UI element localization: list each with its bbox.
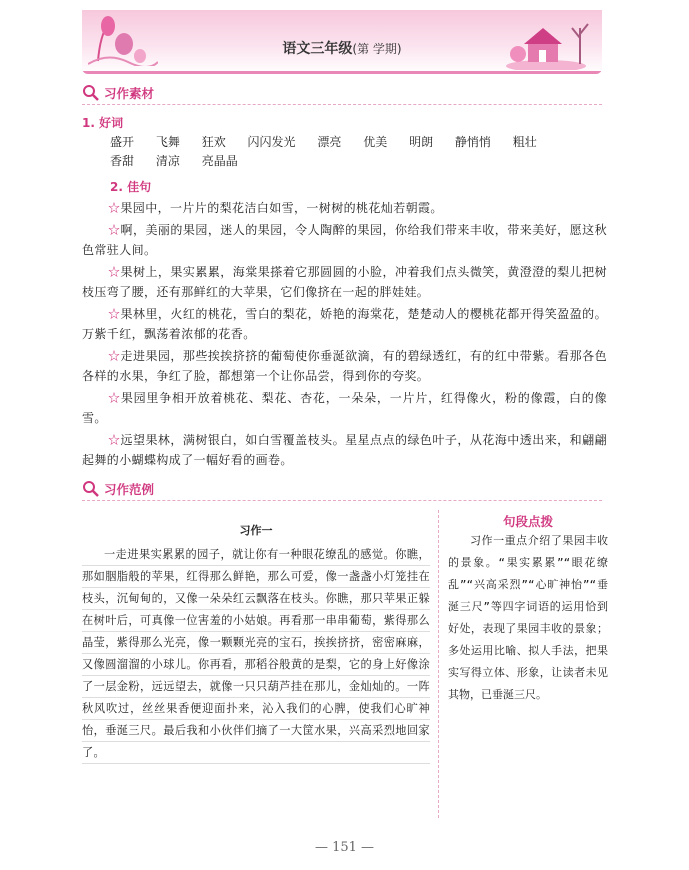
sentence-item: ☆果树上，果实累累，海棠果搽着它那圆圆的小脸，冲着我们点头微笑，黄澄澄的梨儿把树枝压弯了腰，还有那鲜红的大苹果，它们像挤在一起的胖娃娃。 <box>82 265 607 299</box>
star-icon: ☆ <box>108 307 121 321</box>
vocab-heading: 1. 好词 <box>82 116 124 130</box>
section-heading-material: 习作素材 <box>82 84 154 102</box>
comment-heading: 句段点拨 <box>502 514 553 529</box>
page-number: — 151 — <box>314 840 375 855</box>
section-heading-examples: 习作范例 <box>82 480 154 498</box>
star-icon: ☆ <box>108 433 121 447</box>
star-icon: ☆ <box>108 265 121 279</box>
sentences-heading: 2. 佳句 <box>110 180 152 194</box>
column-divider <box>438 510 440 818</box>
sentence-item: ☆啊，美丽的果园，迷人的果园，令人陶醉的果园，你给我们带来丰收，带来美好，愿这秋色常驻人间。 <box>82 223 607 257</box>
star-icon: ☆ <box>108 223 121 237</box>
vocab-word: 静悄悄 <box>454 135 491 149</box>
magnifier-icon <box>82 480 100 498</box>
vocab-word: 清凉 <box>155 154 180 168</box>
sentence-item: ☆果园里争相开放着桃花、梨花、杏花，一朵朵，一片片，红得像火，粉的像霞，白的像雪。 <box>82 391 607 425</box>
vocab-word: 亮晶晶 <box>201 154 238 168</box>
essay-title: 习作一 <box>239 524 273 537</box>
star-icon: ☆ <box>108 349 121 363</box>
sentence-item: ☆果园中，一片片的梨花洁白如雪，一树树的桃花灿若朝霞。 <box>108 201 443 215</box>
sentence-item: ☆果林里，火红的桃花，雪白的梨花，娇艳的海棠花，楚楚动人的樱桃花都开得笑盈盈的。万紫千红，飘荡着浓郁的花香。 <box>82 307 607 341</box>
vocab-word: 优美 <box>363 135 388 149</box>
sentence-item: ☆远望果林，满树银白，如白雪覆盖枝头。星星点点的绿色叶子，从花海中透出来，和翩翩起舞的小蝴蝶构成了一幅好看的画卷。 <box>82 433 607 467</box>
vocab-word: 香甜 <box>110 154 135 168</box>
magnifier-icon <box>82 84 100 102</box>
vocab-word: 狂欢 <box>201 135 226 149</box>
essay <box>82 522 430 764</box>
vocab-word: 盛开 <box>110 135 135 149</box>
book-title: 语文三年级(第 学期) <box>282 41 402 57</box>
sentence-item: ☆走进果园，那些挨挨挤挤的葡萄使你垂涎欲滴，有的碧绿透红，有的红中带紫。看那各色各样的水果，争红了脸，都想第一个让你品尝，得到你的夸奖。 <box>82 349 607 383</box>
vocab-word: 明朗 <box>409 135 434 149</box>
comment-body: 习作一重点介绍了果园丰收的景象。“果实累累”“眼花缭乱”“兴高采烈”“心旷神怡”“垂涎三尺”等四字词语的运用恰到好处，表现了果园丰收的景象；多处运用比喻、拟人手法，把果实写得立体、形象，让读者未见其物，已垂涎三尺。 <box>448 534 608 701</box>
sentence-list <box>82 198 607 472</box>
page-header <box>82 10 602 74</box>
star-icon: ☆ <box>108 201 121 215</box>
vocab-word: 飞舞 <box>155 135 180 149</box>
star-icon: ☆ <box>108 391 121 405</box>
essay-body: 一走进果实累累的园子，就让你有一种眼花缭乱的感觉。你瞧，那如胭脂般的苹果，红得那么鲜艳，那么可爱，像一盏盏小灯笼挂在枝头，沉甸甸的，又像一朵朵红云飘落在枝头。你瞧，那只苹果正躲在树叶后，可真像一位害羞的小姑娘。再看那一串串葡萄，紫得那么晶莹，紫得那么光亮，像一颗颗光亮的宝石，挨挨挤挤，密密麻麻，又像圆溜溜的小球儿。你再看，那稻谷般黄的是梨，它的身上好像涂了一层金粉，远远望去，就像一只只葫芦挂在那儿，金灿灿的。一阵秋风吹过，丝丝果香便迎面扑来，沁入我们的心脾，使我们心旷神怡，垂涎三尺。最后我和小伙伴们摘了一大筐水果，兴高采烈地回家了。 <box>82 544 430 764</box>
vocab-word: 闪闪发光 <box>247 135 296 149</box>
vocab-word: 漂亮 <box>317 135 342 149</box>
vocab-word: 粗壮 <box>512 135 537 149</box>
vocab-list <box>110 133 590 171</box>
